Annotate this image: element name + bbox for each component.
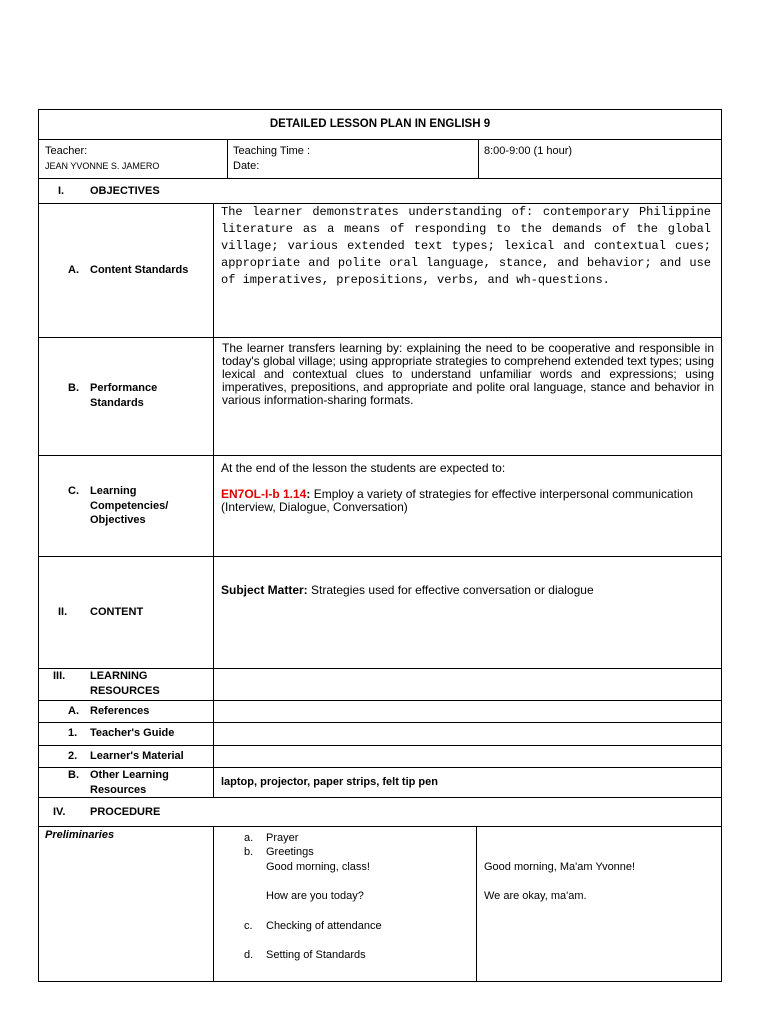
content-number: II. [58, 606, 68, 618]
step-attendance-letter: c. [244, 920, 253, 932]
resources-heading-2: RESOURCES [90, 685, 160, 697]
row-divider [38, 337, 722, 338]
procedure-number: IV. [53, 806, 66, 818]
col-divider [213, 203, 214, 797]
content-standards-text: The learner demonstrates understanding of: contemporary Philippine literature as a means of responding to the demands of the global village; various extended text types; lexical and contextual cues; appropriate and polite oral language, stance, and behavior; and use of imperatives, prepositions, verbs, and wh-questions. [221, 205, 711, 287]
procedure-heading: PROCEDURE [90, 806, 161, 818]
student-answer: We are okay, ma'am. [484, 890, 587, 902]
performance-standards-letter: B. [68, 382, 79, 394]
row-divider [38, 722, 722, 723]
row-divider [38, 700, 722, 701]
row-divider [38, 556, 722, 557]
row-divider [38, 826, 722, 827]
teachers-guide-label: Teacher's Guide [90, 727, 175, 739]
other-resources-label-2: Resources [90, 784, 147, 796]
other-resources-letter: B. [68, 769, 79, 781]
col-divider [478, 139, 479, 178]
references-letter: A. [68, 705, 79, 717]
step-prayer: Prayer [266, 832, 299, 844]
col-divider [213, 826, 214, 982]
subject-matter-label: Subject Matter: [221, 583, 308, 597]
preliminaries-label: Preliminaries [45, 829, 115, 841]
resources-number: III. [53, 670, 66, 682]
learners-material-label: Learner's Material [90, 750, 184, 762]
teacher-name: JEAN YVONNE S. JAMERO [45, 161, 160, 171]
competencies-objective [221, 488, 711, 514]
teaching-time-label: Teaching Time : [233, 145, 311, 157]
competency-code: EN7OL-I-b 1.14 [221, 487, 307, 501]
other-resources-label-1: Other Learning [90, 769, 169, 781]
teacher-label: Teacher: [45, 145, 88, 157]
performance-standards-label-1: Performance [90, 382, 158, 394]
objectives-heading: OBJECTIVES [90, 185, 160, 197]
references-label: References [90, 705, 150, 717]
competencies-intro: At the end of the lesson the students are expected to: [221, 461, 506, 475]
row-divider [38, 797, 722, 798]
resources-heading-1: LEARNING [90, 670, 148, 682]
step-greetings: Greetings [266, 846, 314, 858]
performance-standards-text: The learner transfers learning by: explaining the need to be cooperative and responsible in today's global village; using appropriate strategies to comprehend extended text types; using lexical and contextual clues to understand unfamiliar words and expressions; using imperatives, prepositions, and appropriate and polite oral language, stance and behavior in various information-sharing formats. [222, 341, 714, 407]
content-standards-letter: A. [68, 264, 79, 276]
step-attendance: Checking of attendance [266, 920, 382, 932]
row-divider [38, 178, 722, 179]
subject-matter [221, 583, 594, 597]
content-standards-label: Content Standards [90, 264, 189, 276]
learners-material-number: 2. [68, 750, 78, 762]
content-heading: CONTENT [90, 606, 144, 618]
step-standards-letter: d. [244, 949, 254, 961]
student-greeting: Good morning, Ma'am Yvonne! [484, 861, 636, 873]
teaching-time-value: 8:00-9:00 (1 hour) [484, 145, 573, 157]
competencies-letter: C. [68, 485, 79, 497]
objectives-number: I. [58, 185, 65, 197]
competencies-label-3: Objectives [90, 514, 146, 526]
step-prayer-letter: a. [244, 832, 254, 844]
teachers-guide-number: 1. [68, 727, 78, 739]
other-resources-value: laptop, projector, paper strips, felt tip pen [221, 776, 438, 788]
row-divider [38, 455, 722, 456]
competency-text: Employ a variety of strategies for effective interpersonal communication (Interview, Dialogue, Conversation) [221, 487, 693, 514]
page-title: DETAILED LESSON PLAN IN ENGLISH 9 [269, 118, 491, 130]
date-label: Date: [233, 160, 260, 172]
subject-matter-text: Strategies used for effective conversation or dialogue [311, 583, 594, 597]
row-divider [38, 139, 722, 140]
competency-colon: : [306, 487, 311, 501]
competencies-label-1: Learning [90, 485, 137, 497]
row-divider [38, 745, 722, 746]
col-divider [227, 139, 228, 178]
performance-standards-label-2: Standards [90, 397, 144, 409]
teacher-greeting: Good morning, class! [266, 861, 370, 873]
col-divider [476, 826, 477, 982]
step-standards: Setting of Standards [266, 949, 366, 961]
competencies-label-2: Competencies/ [90, 500, 169, 512]
teacher-question: How are you today? [266, 890, 364, 902]
step-greetings-letter: b. [244, 846, 254, 858]
